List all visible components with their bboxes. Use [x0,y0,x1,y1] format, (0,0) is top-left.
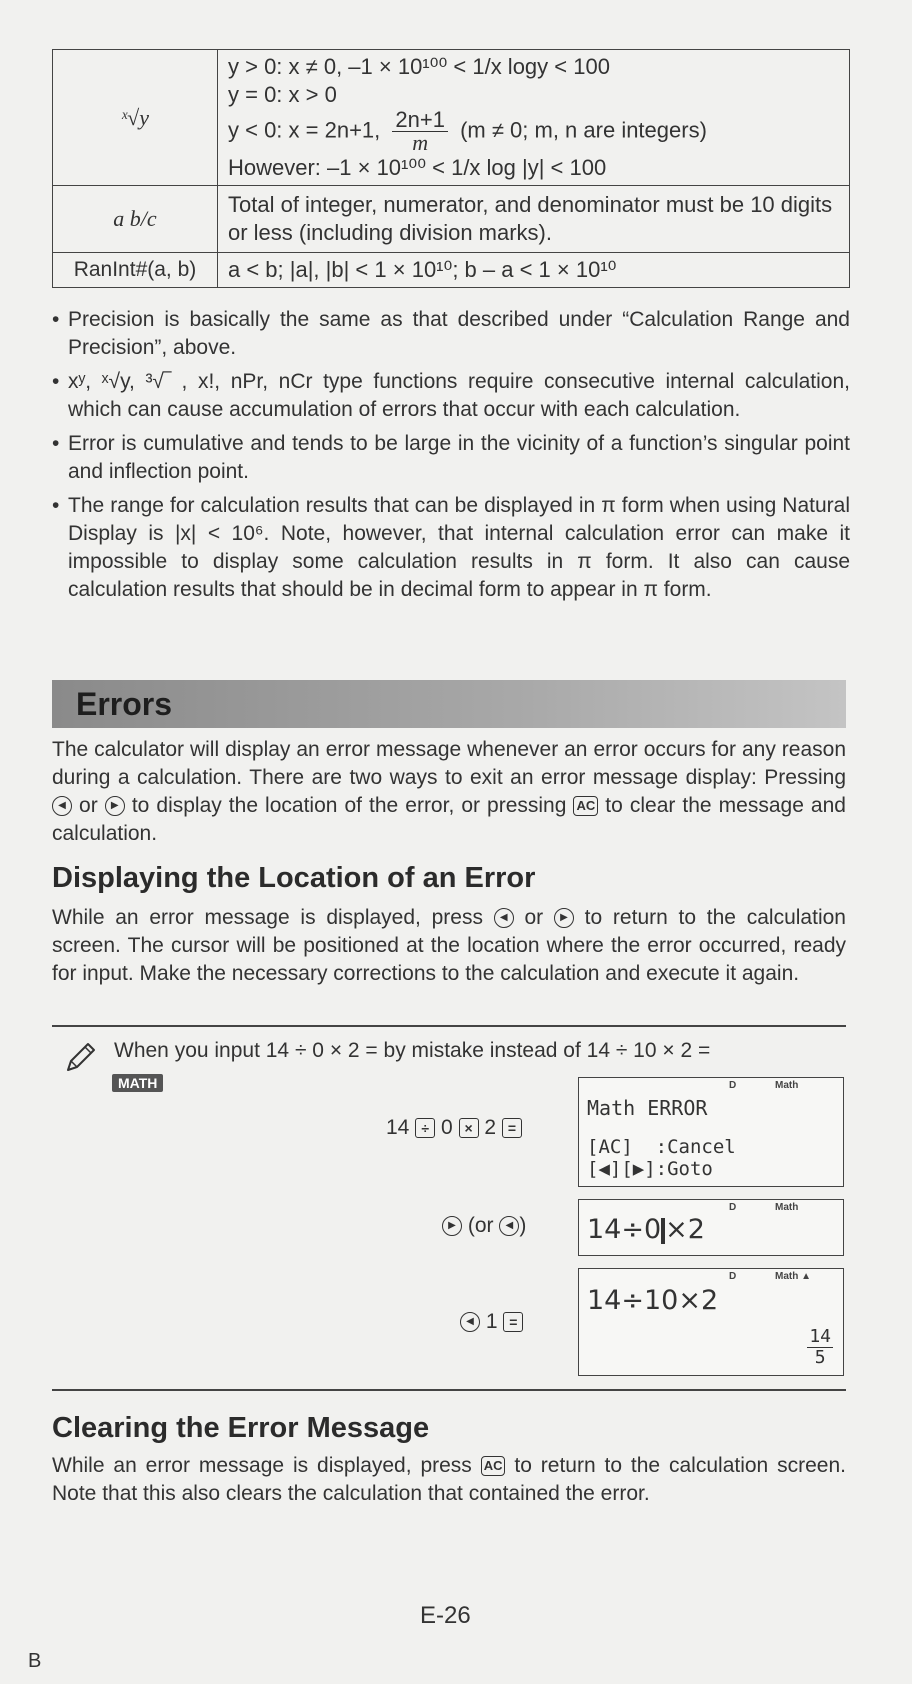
ranint-condition-cell: a < b; |a|, |b| < 1 × 10¹⁰; b – a < 1 × 10¹⁰ [218,253,850,288]
table-row [53,253,850,288]
equals-key-icon: = [503,1312,523,1332]
example-intro: When you input 14 ÷ 0 × 2 = by mistake instead of 14 ÷ 10 × 2 = [114,1039,711,1062]
paragraph-text: or [79,794,98,817]
left-arrow-key-icon: ◀ [499,1216,519,1236]
screen-expression: 14÷10×2 [587,1285,719,1316]
list-item: • xʸ, ˣ√y, ³√‾ , x!, nPr, nCr type functions require consecutive internal calculation, which can cause accumulation of errors that occur with each calculation. [52,368,850,424]
digit: 1 [485,1310,498,1333]
table-row [53,186,850,253]
paragraph-text: or [524,906,544,929]
multiply-key-icon: × [459,1118,479,1138]
screen-line: Math ERROR [587,1096,708,1120]
math-indicator: Math [775,1080,799,1091]
math-indicator: Math ▲ [775,1271,812,1282]
errors-intro [52,736,846,848]
equals-key-icon: = [502,1118,522,1138]
digit: 2 [484,1116,497,1139]
or-text: (or [467,1214,494,1237]
key-sequence-2 [442,1214,526,1238]
ac-key-icon: AC [481,1456,506,1476]
digit: 0 [441,1116,453,1139]
precision-notes [52,306,850,610]
location-text [52,904,846,988]
calculator-screen-cursor [578,1199,844,1256]
clearing-text [52,1452,846,1508]
fraction-function-cell: a b/c [53,186,218,253]
paragraph-text: to return to the calculation screen. The cursor will be positioned at the location where the error occurred, ready for input. Make the necessary corrections to the calculation and execute it again. [52,906,846,985]
ac-key-icon: AC [573,796,598,816]
degree-indicator: D [729,1271,737,1282]
key-sequence-1 [386,1116,522,1140]
result-numerator: 14 [809,1326,831,1347]
list-item: • Precision is basically the same as that described under “Calculation Range and Precision”, above. [52,306,850,362]
paragraph-text: While an error message is displayed, press [52,906,483,929]
paragraph-text: to display the location of the error, or pressing [131,794,567,817]
condition-text: (m ≠ 0; m, n are integers) [460,117,707,143]
math-indicator: Math [775,1202,799,1213]
condition-line: y > 0: x ≠ 0, –1 × 10¹⁰⁰ < 1/x logy < 100 [228,54,610,79]
section-heading: Clearing the Error Message [52,1412,430,1444]
table-row [53,50,850,186]
left-arrow-key-icon: ◀ [494,908,514,928]
divider [52,1389,846,1391]
calculator-screen-error [578,1077,844,1187]
condition-line [228,109,839,154]
screen-line: [AC] :Cancel [587,1136,736,1158]
list-item: • The range for calculation results that can be displayed in π form when using Natural Display is |x| < 10⁶. Note, however, that internal calculation error can make it impossible to display some calculation results in π form. It also can cause calculation results that should be in decimal form to appear in π form. [52,492,850,604]
paragraph-text: While an error message is displayed, press [52,1454,472,1477]
fraction-denominator: m [412,130,429,155]
left-arrow-key-icon: ◀ [460,1312,480,1332]
condition-line: However: –1 × 10¹⁰⁰ < 1/x log |y| < 100 [228,155,607,180]
range-table [52,49,850,288]
expression-part: ×2 [665,1214,705,1245]
screen-line: [◀][▶]:Goto [587,1158,713,1180]
left-arrow-key-icon: ◀ [52,796,72,816]
calculator-screen-result [578,1268,844,1376]
root-condition-cell [218,50,850,186]
divider [52,1025,846,1027]
right-arrow-key-icon: ▶ [554,908,574,928]
condition-text: y < 0: x = 2n+1, [228,117,381,143]
degree-indicator: D [729,1202,737,1213]
page-letter: B [28,1650,42,1672]
page-number: E-26 [420,1602,471,1629]
degree-indicator: D [729,1080,737,1091]
expression-part: 14÷0 [587,1214,662,1245]
paragraph-text: to return to the calculation screen. Note that this also clears the calculation that contained the error. [52,1454,846,1505]
ranint-function-cell: RanInt#(a, b) [53,253,218,288]
screen-result-fraction [807,1327,833,1368]
list-item: • Error is cumulative and tends to be large in the vicinity of a function’s singular point and inflection point. [52,430,850,486]
pencil-icon [62,1040,98,1076]
screen-expression [587,1214,705,1245]
fraction [392,109,448,154]
paragraph-text: to clear the message and calculation. [52,794,846,845]
right-arrow-key-icon: ▶ [105,796,125,816]
fraction-condition-cell: Total of integer, numerator, and denominator must be 10 digits or less (including division marks). [218,186,850,253]
root-function-cell: ˣ√y [53,50,218,186]
paragraph-text: The calculator will display an error message whenever an error occurs for any reason during a calculation. There are two ways to exit an error message display: Pressing [52,738,846,789]
key-sequence-3 [460,1310,523,1334]
close-paren: ) [519,1214,527,1237]
section-heading: Displaying the Location of an Error [52,862,536,894]
digit: 14 [386,1116,410,1139]
math-mode-badge: MATH [112,1074,163,1092]
fraction-numerator: 2n+1 [392,109,448,132]
right-arrow-key-icon: ▶ [442,1216,462,1236]
errors-heading-bar [52,680,846,728]
result-denominator: 5 [814,1347,826,1368]
section-heading: Errors [76,686,173,722]
condition-line: y = 0: x > 0 [228,82,337,107]
divide-key-icon: ÷ [415,1118,435,1138]
